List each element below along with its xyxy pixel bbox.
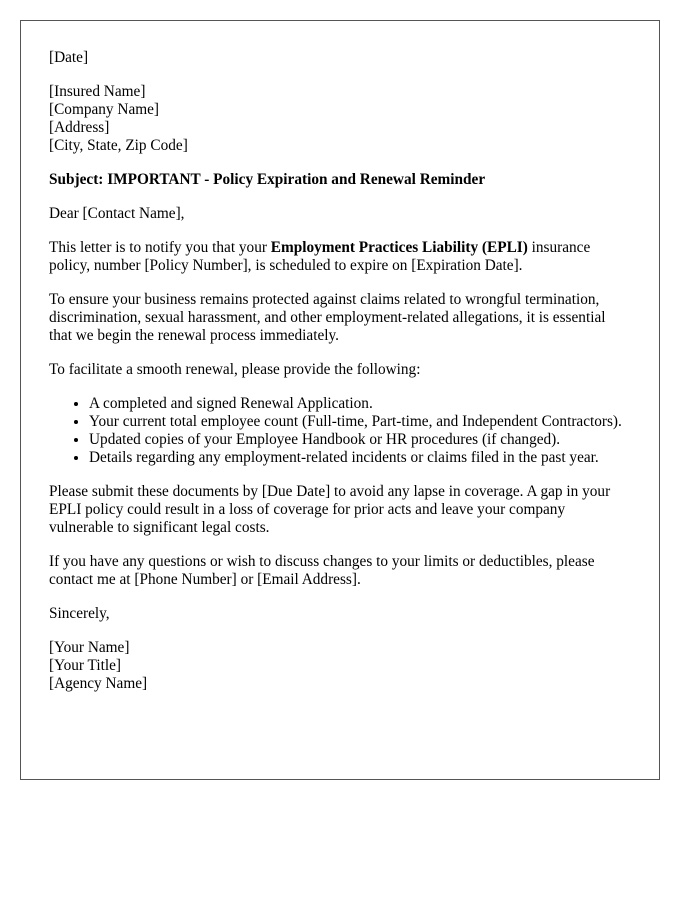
agency-name: [Agency Name] bbox=[49, 675, 148, 692]
list-item: • Details regarding any employment-related incidents or claims filed in the past year. bbox=[89, 449, 631, 467]
recipient-address bbox=[49, 83, 631, 155]
signature-block bbox=[49, 639, 631, 693]
list-item: • A completed and signed Renewal Application. bbox=[89, 395, 631, 413]
salutation: Dear [Contact Name], bbox=[49, 205, 185, 222]
notification-text-start: This letter is to notify you that your bbox=[49, 239, 271, 256]
address-line: [Address] bbox=[49, 119, 110, 136]
date-text: [Date] bbox=[49, 49, 89, 66]
policy-type-bold: Employment Practices Liability (EPLI) bbox=[270, 239, 528, 256]
subject-line: Subject: IMPORTANT - Policy Expiration and Renewal Reminder bbox=[49, 171, 486, 188]
sender-name: [Your Name] bbox=[49, 639, 130, 656]
notification-paragraph bbox=[49, 239, 631, 275]
notification-text-end: insurance policy, number [Policy Number], is scheduled to expire on [Expiration Date]. bbox=[49, 239, 591, 274]
company-name: [Company Name] bbox=[49, 101, 160, 118]
insured-name: [Insured Name] bbox=[49, 83, 146, 100]
request-intro-paragraph: To facilitate a smooth renewal, please provide the following: bbox=[49, 361, 421, 378]
sender-title: [Your Title] bbox=[49, 657, 121, 674]
closing: Sincerely, bbox=[49, 605, 110, 622]
contact-paragraph: If you have any questions or wish to discuss changes to your limits or deductibles, please contact me at [Phone Number] or [Email Address]. bbox=[49, 553, 595, 588]
letter-document bbox=[20, 20, 660, 780]
deadline-paragraph: Please submit these documents by [Due Date] to avoid any lapse in coverage. A gap in your EPLI policy could result in a loss of coverage for prior acts and leave your company vulnerable to significant legal costs. bbox=[49, 483, 611, 536]
date-line bbox=[49, 49, 631, 67]
requirements-list bbox=[49, 395, 631, 467]
list-item: • Your current total employee count (Full-time, Part-time, and Independent Contractors). bbox=[89, 413, 631, 431]
list-item: • Updated copies of your Employee Handbook or HR procedures (if changed). bbox=[89, 431, 631, 449]
protection-paragraph: To ensure your business remains protected against claims related to wrongful termination, discrimination, sexual harassment, and other employment-related allegations, it is essential that we begin the renewal process immediately. bbox=[49, 291, 606, 344]
city-state-zip: [City, State, Zip Code] bbox=[49, 137, 188, 154]
